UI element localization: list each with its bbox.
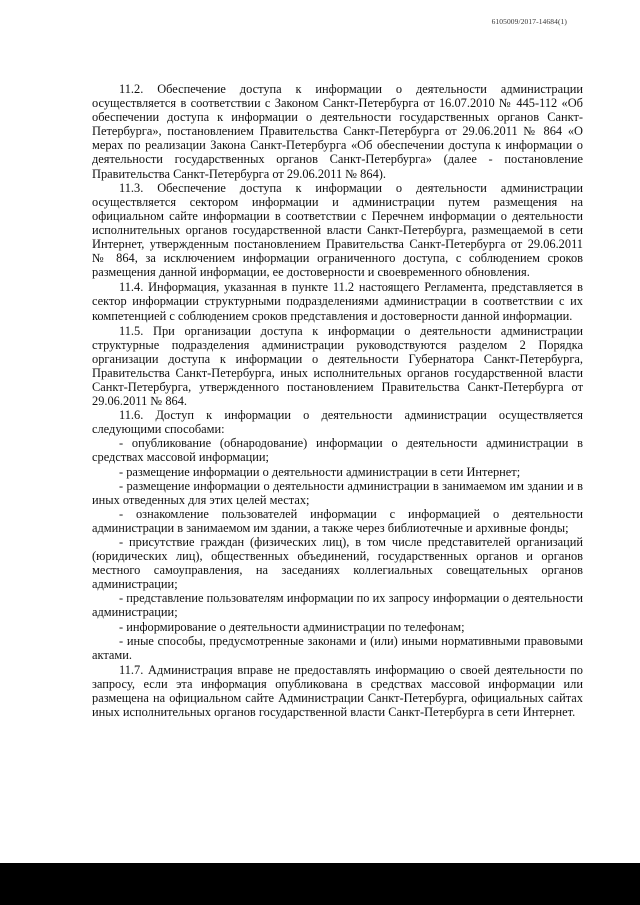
document-id: 6105009/2017-14684(1)	[491, 17, 567, 26]
scan-bottom-border	[0, 863, 640, 905]
paragraph-11-7: 11.7. Администрация вправе не предоставлять информацию о своей деятельности по запросу, если эта информация опубликована в средствах массовой информации или размещена на официальном сайте Администрации Санкт-Петербурга, официальных сайтах иных исполнительных органов государственной власти Санкт-Петербурга в сети Интернет.	[92, 662, 583, 720]
list-item: - ознакомление пользователей информации с информацией о деятельности администрации в занимаемом им здании, а также через библиотечные и архивные фонды;	[92, 506, 583, 535]
list-item: - опубликование (обнародование) информации о деятельности администрации в средствах массовой информации;	[92, 436, 583, 465]
list-item: - размещение информации о деятельности администрации в сети Интернет;	[119, 464, 521, 479]
list-item: - представление пользователям информации по их запросу информации о деятельности администрации;	[92, 591, 583, 620]
document-body	[92, 82, 583, 719]
list-item: - иные способы, предусмотренные законами и (или) иными нормативными правовыми актами.	[92, 633, 583, 662]
paragraph-11-5: 11.5. При организации доступа к информации о деятельности администрации структурные подразделения администрации руководствуются разделом 2 Порядка организации доступа к информации о деятельности Губернатора Санкт-Петербурга, Правительства Санкт-Петербурга, иных исполнительных органов государственной власти Санкт-Петербурга, утвержденного постановлением Правительства Санкт-Петербурга от 29.06.2011 № 864.	[92, 323, 583, 409]
list-item: - размещение информации о деятельности администрации в занимаемом им здании и в иных отведенных для этих целей местах;	[92, 478, 583, 507]
paragraph-11-3: 11.3. Обеспечение доступа к информации о деятельности администрации осуществляется сектором информации и администрации путем размещения на официальном сайте информации в соответствии с Перечнем информации о деятельности исполнительных органов государственной власти Санкт-Петербурга, размещаемой в сети Интернет, утвержденным постановлением Правительства Санкт-Петербурга от 29.06.2011 № 864, за исключением информации ограниченного доступа, с соблюдением сроков размещения данной информации, ее достоверности и своевременного обновления.	[92, 180, 583, 280]
paragraph-11-4: 11.4. Информация, указанная в пункте 11.2 настоящего Регламента, представляется в сектор информации структурными подразделениями администрации в соответствии с их компетенцией с соблюдением сроков представления и достоверности данной информации.	[92, 280, 583, 323]
paragraph-11-6: 11.6. Доступ к информации о деятельности администрации осуществляется следующими способами:	[92, 408, 583, 437]
list-item: - присутствие граждан (физических лиц), в том числе представителей организаций (юридических лиц), общественных объединений, государственных органов и органов местного самоуправления, на заседаниях коллегиальных совещательных органов администрации;	[92, 535, 583, 592]
list-item: - информирование о деятельности администрации по телефонам;	[119, 619, 465, 634]
paragraph-11-2: 11.2. Обеспечение доступа к информации о деятельности администрации осуществляется в соответствии с Законом Санкт-Петербурга от 16.07.2010 № 445-112 «Об обеспечении доступа к информации о деятельности государственных органов Санкт-Петербурга», постановлением Правительства Санкт-Петербурга от 29.06.2011 № 864 «О мерах по реализации Закона Санкт-Петербурга «Об обеспечении доступа к информации о деятельности государственных органов Санкт-Петербурга» (далее - постановление Правительства Санкт-Петербурга от 29.06.2011 № 864).	[92, 82, 583, 181]
